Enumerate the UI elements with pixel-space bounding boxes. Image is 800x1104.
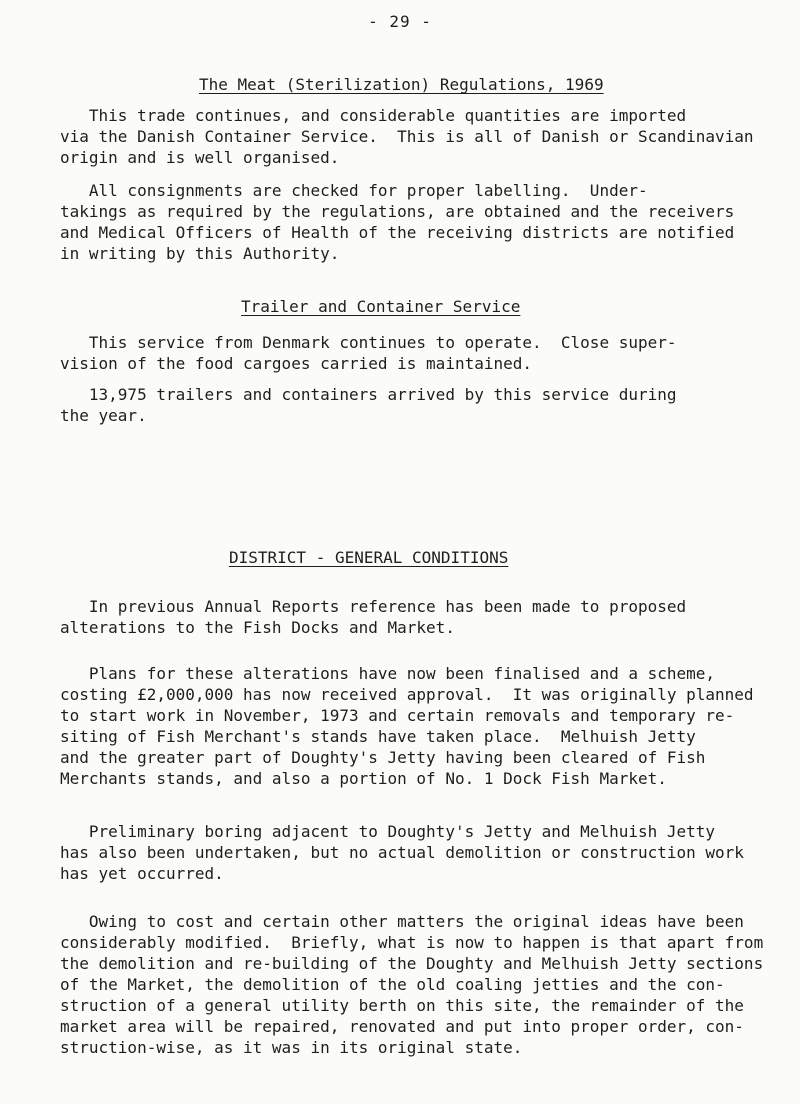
section-heading-trailer-container: Trailer and Container Service (241, 297, 521, 316)
paragraph-previous-reports: In previous Annual Reports reference has been made to proposed alterations to the Fish Docks and Market. (60, 597, 687, 637)
paragraph-consignments: All consignments are checked for proper labelling. Under- takings as required by the regulations, are obtained and the receivers and Medical Officers of Health of the receiving districts are notified in writing by this Authority. (60, 181, 735, 263)
paragraph-meat-trade: This trade continues, and considerable quantities are imported via the Danish Container Service. This is all of Danish or Scandinavian origin and is well organised. (60, 106, 754, 167)
paragraph-preliminary-boring: Preliminary boring adjacent to Doughty's Jetty and Melhuish Jetty has also been undertaken, but no actual demolition or construction work has yet occurred. (60, 822, 744, 883)
paragraph-trailer-count: 13,975 trailers and containers arrived by this service during the year. (60, 385, 677, 425)
section-heading-district-conditions: DISTRICT - GENERAL CONDITIONS (229, 548, 509, 567)
paragraph-trailer-service: This service from Denmark continues to operate. Close super- vision of the food cargoes carried is maintained. (60, 333, 677, 373)
page-number: - 29 - (368, 12, 432, 31)
paragraph-plans-finalised: Plans for these alterations have now been finalised and a scheme, costing £2,000,000 has now received approval. It was originally planned to start work in November, 1973 and certain removals and temporary re- siting of Fish Merchant's stands have taken place. Melhuish Jetty and the greater part of Doughty's Jetty having been cleared of Fish Merchants stands, and also a portion of No. 1 Dock Fish Market. (60, 664, 754, 788)
section-heading-meat-regulations: The Meat (Sterilization) Regulations, 1969 (199, 75, 604, 94)
paragraph-modified-ideas: Owing to cost and certain other matters the original ideas have been considerably modified. Briefly, what is now to happen is that apart from the demolition and re-building of the Doughty and Melhuish Jetty sections of the Market, the demolition of the old coaling jetties and the con- struction of a general utility berth on this site, the remainder of the market area will be repaired, renovated and put into proper order, con- struction-wise, as it was in its original state. (60, 912, 764, 1057)
